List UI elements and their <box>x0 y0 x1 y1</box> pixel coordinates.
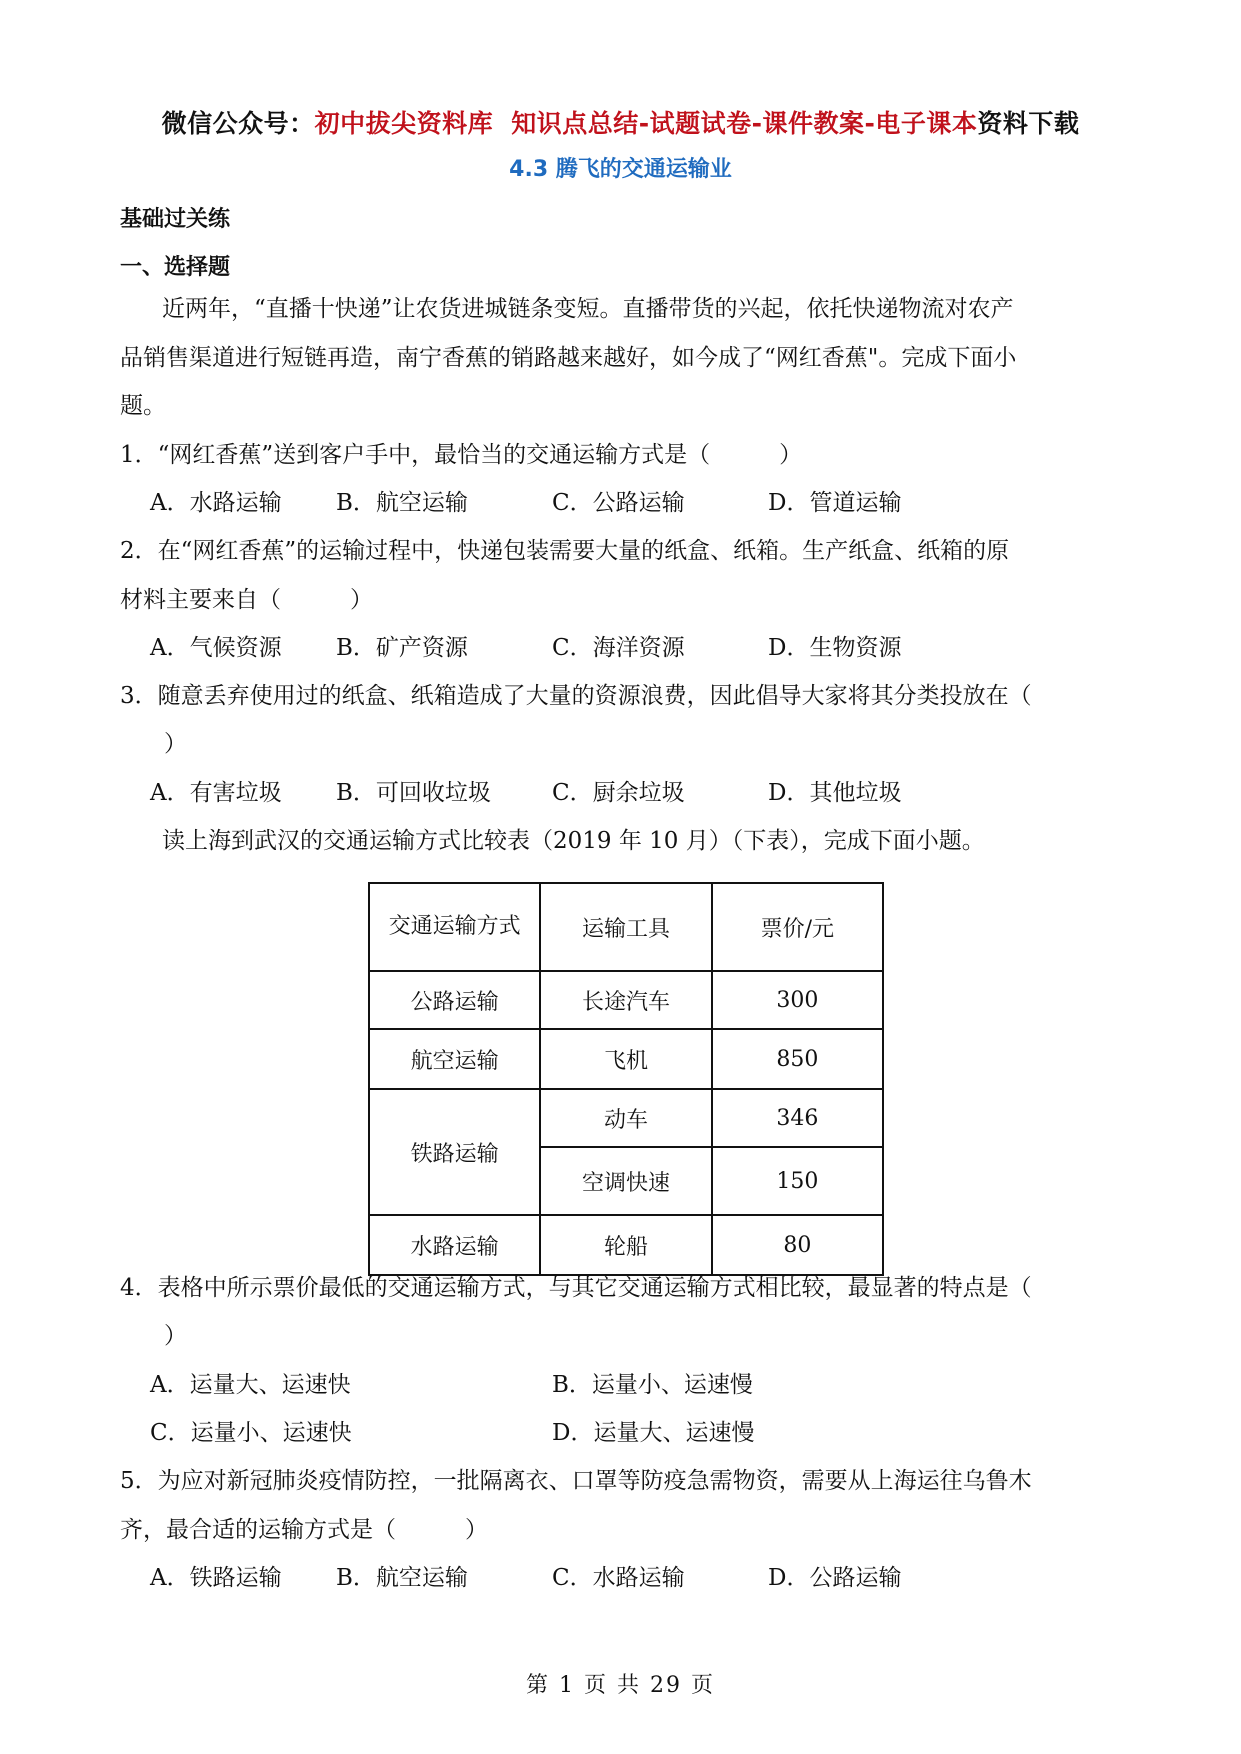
q4-option-c: C．运量小、运速快 <box>150 1420 352 1446</box>
table-cell-price: 150 <box>712 1147 883 1215</box>
question-5-line-1: 5．为应对新冠肺炎疫情防控，一批隔离衣、口罩等防疫急需物资，需要从上海运往乌鲁木 <box>120 1468 1032 1494</box>
q3-option-b: B．可回收垃圾 <box>336 780 491 806</box>
q1-option-c: C．公路运输 <box>552 490 685 516</box>
table-cell-price: 80 <box>712 1215 883 1275</box>
table-cell-mode: 铁路运输 <box>369 1089 540 1215</box>
q2-option-b: B．矿产资源 <box>336 635 468 661</box>
q2-option-d: D．生物资源 <box>768 635 902 661</box>
q1-option-a: A．水路运输 <box>150 490 282 516</box>
table-header-price: 票价/元 <box>712 883 883 971</box>
table-cell-price: 300 <box>712 971 883 1029</box>
q5-option-b: B．航空运输 <box>336 1565 468 1591</box>
header-middle: 知识点总结-试题试卷-课件教案-电子课本 <box>511 109 978 138</box>
page-footer: 第 1 页 共 29 页 <box>526 1673 715 1698</box>
table-row <box>369 1029 883 1089</box>
header-suffix: 资料下载 <box>977 109 1080 138</box>
q1-option-b: B．航空运输 <box>336 490 468 516</box>
header-highlight: 初中拔尖资料库 <box>314 109 494 138</box>
table-cell-tool: 飞机 <box>540 1029 711 1089</box>
page-title: 4.3 腾飞的交通运输业 <box>509 157 732 182</box>
table-cell-tool: 空调快速 <box>540 1147 711 1215</box>
question-2-line-1: 2．在“网红香蕉”的运输过程中，快递包装需要大量的纸盒、纸箱。生产纸盒、纸箱的原 <box>120 538 1010 564</box>
table-header-tool: 运输工具 <box>540 883 711 971</box>
page-header <box>0 104 1241 140</box>
q2-option-c: C．海洋资源 <box>552 635 685 661</box>
question-5-line-2: 齐，最合适的运输方式是（ ） <box>120 1517 488 1543</box>
table-cell-mode: 公路运输 <box>369 971 540 1029</box>
header-prefix: 微信公众号： <box>161 109 315 138</box>
question-3-line-2: ） <box>164 731 187 757</box>
q5-option-a: A．铁路运输 <box>150 1565 282 1591</box>
q4-option-a: A．运量大、运速快 <box>150 1372 351 1398</box>
table-cell-mode: 水路运输 <box>369 1215 540 1275</box>
intro-line-2: 品销售渠道进行短链再造，南宁香蕉的销路越来越好，如今成了“网红香蕉"。完成下面小 <box>120 345 1017 371</box>
question-4-line-1: 4．表格中所示票价最低的交通运输方式，与其它交通运输方式相比较，最显著的特点是（ <box>120 1275 1032 1301</box>
table-row <box>369 1215 883 1275</box>
intro-line-1: 近两年，“直播十快递”让农货进城链条变短。直播带货的兴起，依托快递物流对农产 <box>162 296 1014 322</box>
table-intro: 读上海到武汉的交通运输方式比较表（2019 年 10 月）（下表），完成下面小题。 <box>162 828 985 854</box>
q3-option-d: D．其他垃圾 <box>768 780 902 806</box>
q3-option-c: C．厨余垃圾 <box>552 780 685 806</box>
table-cell-price: 850 <box>712 1029 883 1089</box>
q5-option-c: C．水路运输 <box>552 1565 685 1591</box>
section-heading: 基础过关练 <box>120 207 231 232</box>
q4-option-b: B．运量小、运速慢 <box>552 1372 753 1398</box>
transport-comparison-table <box>368 882 884 1276</box>
intro-line-3: 题。 <box>120 393 166 419</box>
table-row <box>369 971 883 1029</box>
question-2-line-2: 材料主要来自（ ） <box>120 587 373 613</box>
part-heading: 一、选择题 <box>120 255 231 280</box>
table-header-row <box>369 883 883 971</box>
table-cell-tool: 长途汽车 <box>540 971 711 1029</box>
q4-option-d: D．运量大、运速慢 <box>552 1420 755 1446</box>
q2-option-a: A．气候资源 <box>150 635 282 661</box>
q5-option-d: D．公路运输 <box>768 1565 902 1591</box>
question-4-line-2: ） <box>164 1323 187 1349</box>
question-1: 1．“网红香蕉”送到客户手中，最恰当的交通运输方式是（ ） <box>120 442 803 468</box>
q3-option-a: A．有害垃圾 <box>150 780 282 806</box>
question-3-line-1: 3．随意丢弃使用过的纸盒、纸箱造成了大量的资源浪费，因此倡导大家将其分类投放在（ <box>120 683 1032 709</box>
table-header-mode: 交通运输方式 <box>369 883 540 971</box>
table-cell-tool: 动车 <box>540 1089 711 1147</box>
table-cell-mode: 航空运输 <box>369 1029 540 1089</box>
q1-option-d: D．管道运输 <box>768 490 902 516</box>
table-cell-tool: 轮船 <box>540 1215 711 1275</box>
table-row <box>369 1089 883 1147</box>
table-cell-price: 346 <box>712 1089 883 1147</box>
